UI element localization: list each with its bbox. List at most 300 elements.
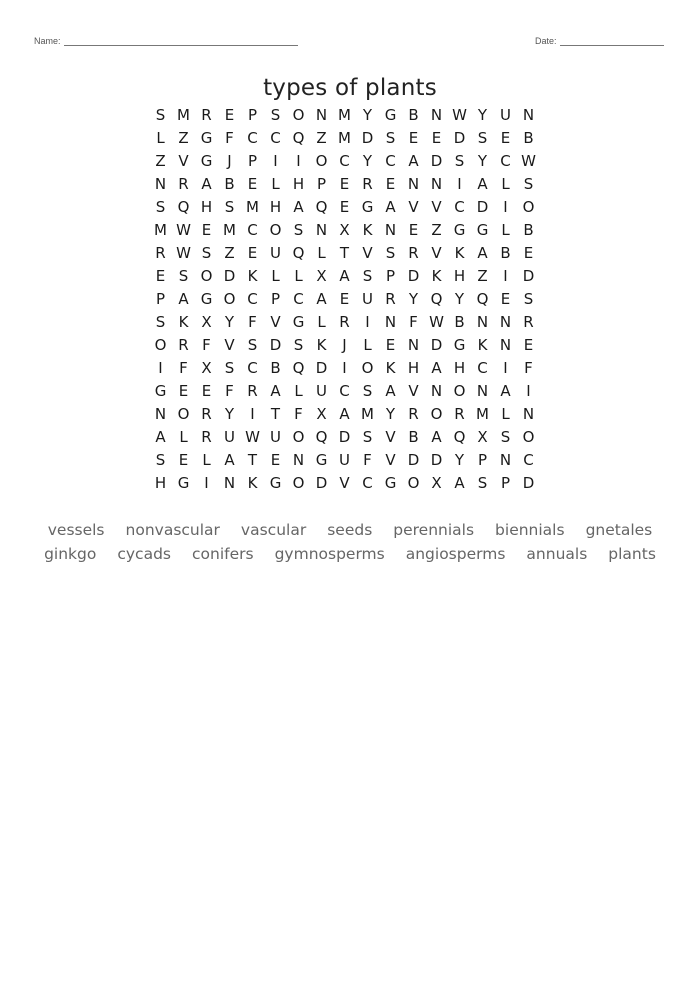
grid-letter[interactable]: A [431,359,442,377]
grid-letter[interactable]: E [523,244,534,262]
grid-letter[interactable]: O [177,405,190,423]
grid-letter[interactable]: F [179,359,188,377]
grid-letter[interactable]: K [178,313,189,331]
grid-letter[interactable]: V [224,336,235,354]
grid-letter[interactable]: D [338,428,351,446]
grid-letter[interactable]: X [316,267,327,285]
grid-letter[interactable]: X [316,405,327,423]
grid-letter[interactable]: R [178,336,189,354]
grid-letter[interactable]: Q [476,290,489,308]
grid-letter[interactable]: U [500,106,511,124]
grid-letter[interactable]: N [384,313,397,331]
grid-letter[interactable]: Q [453,428,466,446]
grid-letter[interactable]: A [178,290,189,308]
grid-letter[interactable]: I [204,474,209,492]
grid-letter[interactable]: M [338,106,351,124]
grid-letter[interactable]: L [202,451,211,469]
grid-letter[interactable]: S [362,382,373,400]
grid-letter[interactable]: S [293,336,304,354]
grid-letter[interactable]: G [384,106,397,124]
grid-letter[interactable]: M [154,221,167,239]
word-list-item: nonvascular [125,521,220,539]
grid-letter[interactable]: F [202,336,211,354]
word-list-item: conifers [192,545,254,563]
grid-letter[interactable]: R [247,382,258,400]
grid-letter[interactable]: N [223,474,236,492]
grid-letter[interactable]: G [200,290,213,308]
grid-letter[interactable]: O [407,474,420,492]
grid-letter[interactable]: P [270,290,281,308]
grid-letter[interactable]: E [155,267,166,285]
grid-letter[interactable]: S [247,336,258,354]
grid-letter[interactable]: M [338,129,351,147]
grid-letter[interactable]: D [269,336,282,354]
grid-letter[interactable]: I [342,359,347,377]
grid-letter[interactable]: D [522,267,535,285]
grid-letter[interactable]: J [227,152,232,170]
grid-letter[interactable]: A [224,451,235,469]
grid-letter[interactable]: P [500,474,511,492]
grid-letter[interactable]: E [178,382,189,400]
grid-letter[interactable]: V [385,451,396,469]
grid-letter[interactable]: R [408,244,419,262]
grid-letter[interactable]: D [430,336,443,354]
date-field[interactable] [535,36,664,46]
grid-letter[interactable]: E [431,129,442,147]
grid-letter[interactable]: S [155,451,166,469]
grid-letter[interactable]: N [407,336,420,354]
grid-letter[interactable]: A [477,175,488,193]
grid-letter[interactable]: Y [408,290,419,308]
grid-letter[interactable]: O [522,198,535,216]
grid-letter[interactable]: A [385,198,396,216]
grid-letter[interactable]: N [499,451,512,469]
grid-letter[interactable]: G [292,313,305,331]
grid-letter[interactable]: L [363,336,372,354]
grid-letter[interactable]: G [453,221,466,239]
grid-letter[interactable]: H [154,474,167,492]
grid-letter[interactable]: E [178,451,189,469]
grid-letter[interactable]: N [522,106,535,124]
grid-letter[interactable]: C [247,129,258,147]
grid-letter[interactable]: V [408,382,419,400]
grid-letter[interactable]: A [201,175,212,193]
grid-letter[interactable]: N [476,382,489,400]
grid-letter[interactable]: W [429,313,444,331]
grid-letter[interactable]: C [247,359,258,377]
grid-letter[interactable]: A [431,428,442,446]
grid-letter[interactable]: G [315,451,328,469]
grid-letter[interactable]: V [178,152,189,170]
grid-letter[interactable]: Z [477,267,488,285]
grid-letter[interactable]: G [453,336,466,354]
grid-letter[interactable]: Q [315,428,328,446]
grid-letter[interactable]: A [293,198,304,216]
grid-letter[interactable]: Q [292,244,305,262]
grid-letter[interactable]: C [477,359,488,377]
grid-letter[interactable]: C [385,152,396,170]
grid-letter[interactable]: S [155,198,166,216]
grid-letter[interactable]: L [501,175,510,193]
grid-letter[interactable]: E [385,175,396,193]
grid-letter[interactable]: X [201,313,212,331]
grid-letter[interactable]: O [453,382,466,400]
grid-letter[interactable]: U [224,428,235,446]
grid-letter[interactable]: S [385,129,396,147]
grid-letter[interactable]: F [363,451,372,469]
grid-letter[interactable]: Z [178,129,189,147]
grid-letter[interactable]: B [408,428,419,446]
grid-letter[interactable]: T [270,405,281,423]
grid-letter[interactable]: D [407,267,420,285]
grid-letter[interactable]: E [408,221,419,239]
grid-letter[interactable]: S [293,221,304,239]
grid-letter[interactable]: K [477,336,488,354]
grid-letter[interactable]: N [315,106,328,124]
grid-letter[interactable]: F [524,359,533,377]
grid-letter[interactable]: Z [316,129,327,147]
grid-letter[interactable]: N [522,405,535,423]
grid-letter[interactable]: Y [454,290,465,308]
grid-letter[interactable]: E [247,175,258,193]
grid-letter[interactable]: F [294,405,303,423]
grid-letter[interactable]: E [201,221,212,239]
grid-letter[interactable]: H [200,198,213,216]
grid-letter[interactable]: C [270,129,281,147]
grid-letter[interactable]: N [154,405,167,423]
grid-letter[interactable]: W [176,244,191,262]
grid-letter[interactable]: Y [224,313,235,331]
grid-letter[interactable]: R [454,405,465,423]
grid-letter[interactable]: P [477,451,488,469]
grid-letter[interactable]: A [316,290,327,308]
grid-letter[interactable]: S [362,428,373,446]
grid-letter[interactable]: D [476,198,489,216]
grid-letter[interactable]: L [294,382,303,400]
grid-letter[interactable]: B [270,359,281,377]
grid-letter[interactable]: O [315,152,328,170]
grid-letter[interactable]: C [247,221,258,239]
grid-letter[interactable]: L [294,267,303,285]
grid-letter[interactable]: X [339,221,350,239]
grid-letter[interactable]: B [523,221,534,239]
grid-letter[interactable]: G [200,152,213,170]
grid-letter[interactable]: O [292,106,305,124]
grid-letter[interactable]: K [431,267,442,285]
grid-letter[interactable]: N [315,221,328,239]
grid-letter[interactable]: V [408,198,419,216]
page-title: types of plants [263,75,437,102]
grid-letter[interactable]: L [501,405,510,423]
grid-letter[interactable]: N [499,313,512,331]
grid-letter[interactable]: U [316,382,327,400]
grid-letter[interactable]: V [339,474,350,492]
grid-letter[interactable]: R [201,405,212,423]
grid-letter[interactable]: N [430,106,443,124]
grid-letter[interactable]: I [503,198,508,216]
grid-letter[interactable]: A [155,428,166,446]
grid-letter[interactable]: S [385,244,396,262]
grid-letter[interactable]: V [270,313,281,331]
grid-letter[interactable]: N [499,336,512,354]
grid-letter[interactable]: M [223,221,236,239]
grid-letter[interactable]: P [385,267,396,285]
grid-letter[interactable]: J [342,336,347,354]
grid-letter[interactable]: R [385,290,396,308]
grid-letter[interactable]: C [523,451,534,469]
grid-letter[interactable]: E [247,244,258,262]
grid-letter[interactable]: X [477,428,488,446]
grid-letter[interactable]: U [270,244,281,262]
grid-letter[interactable]: H [269,198,282,216]
grid-letter[interactable]: L [317,244,326,262]
grid-letter[interactable]: E [523,336,534,354]
grid-letter[interactable]: O [522,428,535,446]
grid-letter[interactable]: V [431,244,442,262]
grid-letter[interactable]: I [296,152,301,170]
grid-letter[interactable]: S [362,267,373,285]
grid-letter[interactable]: M [361,405,374,423]
grid-letter[interactable]: C [500,152,511,170]
grid-letter[interactable]: R [408,405,419,423]
grid-letter[interactable]: Q [315,198,328,216]
grid-letter[interactable]: C [454,198,465,216]
grid-letter[interactable]: G [177,474,190,492]
grid-letter[interactable]: S [155,106,166,124]
grid-letter[interactable]: S [224,359,235,377]
grid-letter[interactable]: N [476,313,489,331]
grid-letter[interactable]: N [430,175,443,193]
grid-letter[interactable]: Y [224,405,235,423]
grid-letter[interactable]: N [384,221,397,239]
grid-letter[interactable]: B [523,129,534,147]
grid-letter[interactable]: H [453,359,466,377]
grid-letter[interactable]: S [477,129,488,147]
grid-letter[interactable]: R [362,175,373,193]
grid-letter[interactable]: S [155,313,166,331]
grid-letter[interactable]: F [225,382,234,400]
grid-letter[interactable]: W [245,428,260,446]
grid-letter[interactable]: Y [477,106,488,124]
grid-letter[interactable]: K [316,336,327,354]
name-field[interactable] [34,36,298,46]
grid-letter[interactable]: A [477,244,488,262]
grid-letter[interactable]: S [454,152,465,170]
grid-letter[interactable]: E [500,290,511,308]
grid-letter[interactable]: L [501,221,510,239]
grid-letter[interactable]: M [246,198,259,216]
grid-letter[interactable]: O [200,267,213,285]
grid-letter[interactable]: K [454,244,465,262]
grid-letter[interactable]: N [154,175,167,193]
grid-letter[interactable]: Q [430,290,443,308]
grid-letter[interactable]: U [339,451,350,469]
grid-letter[interactable]: X [431,474,442,492]
grid-letter[interactable]: G [200,129,213,147]
grid-letter[interactable]: D [453,129,466,147]
grid-letter[interactable]: B [224,175,235,193]
grid-letter[interactable]: E [224,106,235,124]
grid-letter[interactable]: E [339,198,350,216]
grid-letter[interactable]: Q [292,129,305,147]
word-list-item: annuals [526,545,588,563]
grid-letter[interactable]: A [270,382,281,400]
grid-letter[interactable]: E [201,382,212,400]
grid-letter[interactable]: F [409,313,418,331]
grid-letter[interactable]: S [477,474,488,492]
grid-letter[interactable]: F [248,313,257,331]
grid-letter[interactable]: I [503,267,508,285]
grid-letter[interactable]: P [247,106,258,124]
date-label: Date: [535,36,557,46]
date-line[interactable] [560,36,664,46]
grid-letter[interactable]: M [177,106,190,124]
grid-letter[interactable]: N [292,451,305,469]
grid-letter[interactable]: N [407,175,420,193]
grid-letter[interactable]: S [523,290,534,308]
grid-letter[interactable]: U [270,428,281,446]
grid-letter[interactable]: D [315,359,328,377]
grid-letter[interactable]: K [362,221,373,239]
grid-letter[interactable]: L [271,175,280,193]
grid-letter[interactable]: K [385,359,396,377]
grid-letter[interactable]: C [339,152,350,170]
grid-letter[interactable]: R [201,428,212,446]
grid-letter[interactable]: A [339,405,350,423]
grid-letter[interactable]: C [362,474,373,492]
word-search-grid [149,104,540,495]
grid-letter[interactable]: Y [477,152,488,170]
grid-letter[interactable]: V [362,244,373,262]
grid-letter[interactable]: C [339,382,350,400]
grid-letter[interactable]: N [430,382,443,400]
grid-letter[interactable]: Q [292,359,305,377]
grid-letter[interactable]: I [365,313,370,331]
grid-letter[interactable]: E [385,336,396,354]
grid-letter[interactable]: G [361,198,374,216]
grid-letter[interactable]: O [292,428,305,446]
grid-letter[interactable]: O [223,290,236,308]
grid-letter[interactable]: V [385,428,396,446]
grid-letter[interactable]: R [523,313,534,331]
grid-letter[interactable]: S [178,267,189,285]
grid-letter[interactable]: Y [454,451,465,469]
grid-letter[interactable]: S [224,198,235,216]
grid-letter[interactable]: X [201,359,212,377]
word-list-item: gnetales [585,521,653,539]
grid-letter[interactable]: W [521,152,536,170]
grid-letter[interactable]: Z [431,221,442,239]
grid-letter[interactable]: O [430,405,443,423]
grid-letter[interactable]: H [453,267,466,285]
grid-letter[interactable]: D [223,267,236,285]
grid-letter[interactable]: E [270,451,281,469]
grid-letter[interactable]: C [293,290,304,308]
grid-letter[interactable]: L [156,129,165,147]
grid-letter[interactable]: P [316,175,327,193]
grid-letter[interactable]: A [500,382,511,400]
grid-letter[interactable]: E [408,129,419,147]
grid-letter[interactable]: U [362,290,373,308]
grid-letter[interactable]: I [526,382,531,400]
grid-letter[interactable]: P [155,290,166,308]
grid-letter[interactable]: S [270,106,281,124]
grid-letter[interactable]: W [452,106,467,124]
grid-letter[interactable]: G [154,382,167,400]
grid-letter[interactable]: A [454,474,465,492]
grid-letter[interactable]: O [154,336,167,354]
grid-letter[interactable]: O [269,221,282,239]
name-line[interactable] [64,36,298,46]
grid-letter[interactable]: L [317,313,326,331]
grid-letter[interactable]: E [339,290,350,308]
grid-letter[interactable]: D [430,152,443,170]
grid-letter[interactable]: O [361,359,374,377]
grid-letter[interactable]: W [176,221,191,239]
grid-letter[interactable]: Z [155,152,166,170]
grid-letter[interactable]: Q [177,198,190,216]
grid-letter[interactable]: I [158,359,163,377]
grid-letter[interactable]: I [457,175,462,193]
grid-letter[interactable]: R [339,313,350,331]
grid-letter[interactable]: E [500,129,511,147]
grid-letter[interactable]: Y [385,405,396,423]
grid-letter[interactable]: B [408,106,419,124]
grid-letter[interactable]: A [408,152,419,170]
grid-letter[interactable]: Y [362,106,373,124]
grid-letter[interactable]: L [271,267,280,285]
grid-letter[interactable]: R [178,175,189,193]
grid-letter[interactable]: D [522,474,535,492]
grid-letter[interactable]: S [523,175,534,193]
grid-letter[interactable]: E [339,175,350,193]
grid-letter[interactable]: V [431,198,442,216]
grid-letter[interactable]: L [179,428,188,446]
grid-letter[interactable]: T [247,451,258,469]
grid-letter[interactable]: R [155,244,166,262]
grid-letter[interactable]: O [292,474,305,492]
grid-letter[interactable]: A [339,267,350,285]
grid-letter[interactable]: M [476,405,489,423]
grid-letter[interactable]: Z [224,244,235,262]
grid-letter[interactable]: D [315,474,328,492]
grid-letter[interactable]: R [201,106,212,124]
grid-letter[interactable]: I [273,152,278,170]
grid-letter[interactable]: D [430,451,443,469]
grid-letter[interactable]: B [454,313,465,331]
grid-letter[interactable]: H [407,359,420,377]
grid-letter[interactable]: P [247,152,258,170]
grid-letter[interactable]: D [361,129,374,147]
grid-letter[interactable]: A [385,382,396,400]
grid-letter[interactable]: H [292,175,305,193]
grid-letter[interactable]: S [500,428,511,446]
grid-letter[interactable]: I [503,359,508,377]
grid-letter[interactable]: F [225,129,234,147]
grid-letter[interactable]: S [201,244,212,262]
grid-letter[interactable]: G [476,221,489,239]
grid-letter[interactable]: B [500,244,511,262]
grid-letter[interactable]: T [339,244,350,262]
grid-letter[interactable]: G [269,474,282,492]
grid-letter[interactable]: I [250,405,255,423]
grid-letter[interactable]: Y [362,152,373,170]
grid-letter[interactable]: K [247,474,258,492]
grid-letter[interactable]: C [247,290,258,308]
grid-letter[interactable]: K [247,267,258,285]
grid-letter[interactable]: D [407,451,420,469]
grid-letter[interactable]: G [384,474,397,492]
